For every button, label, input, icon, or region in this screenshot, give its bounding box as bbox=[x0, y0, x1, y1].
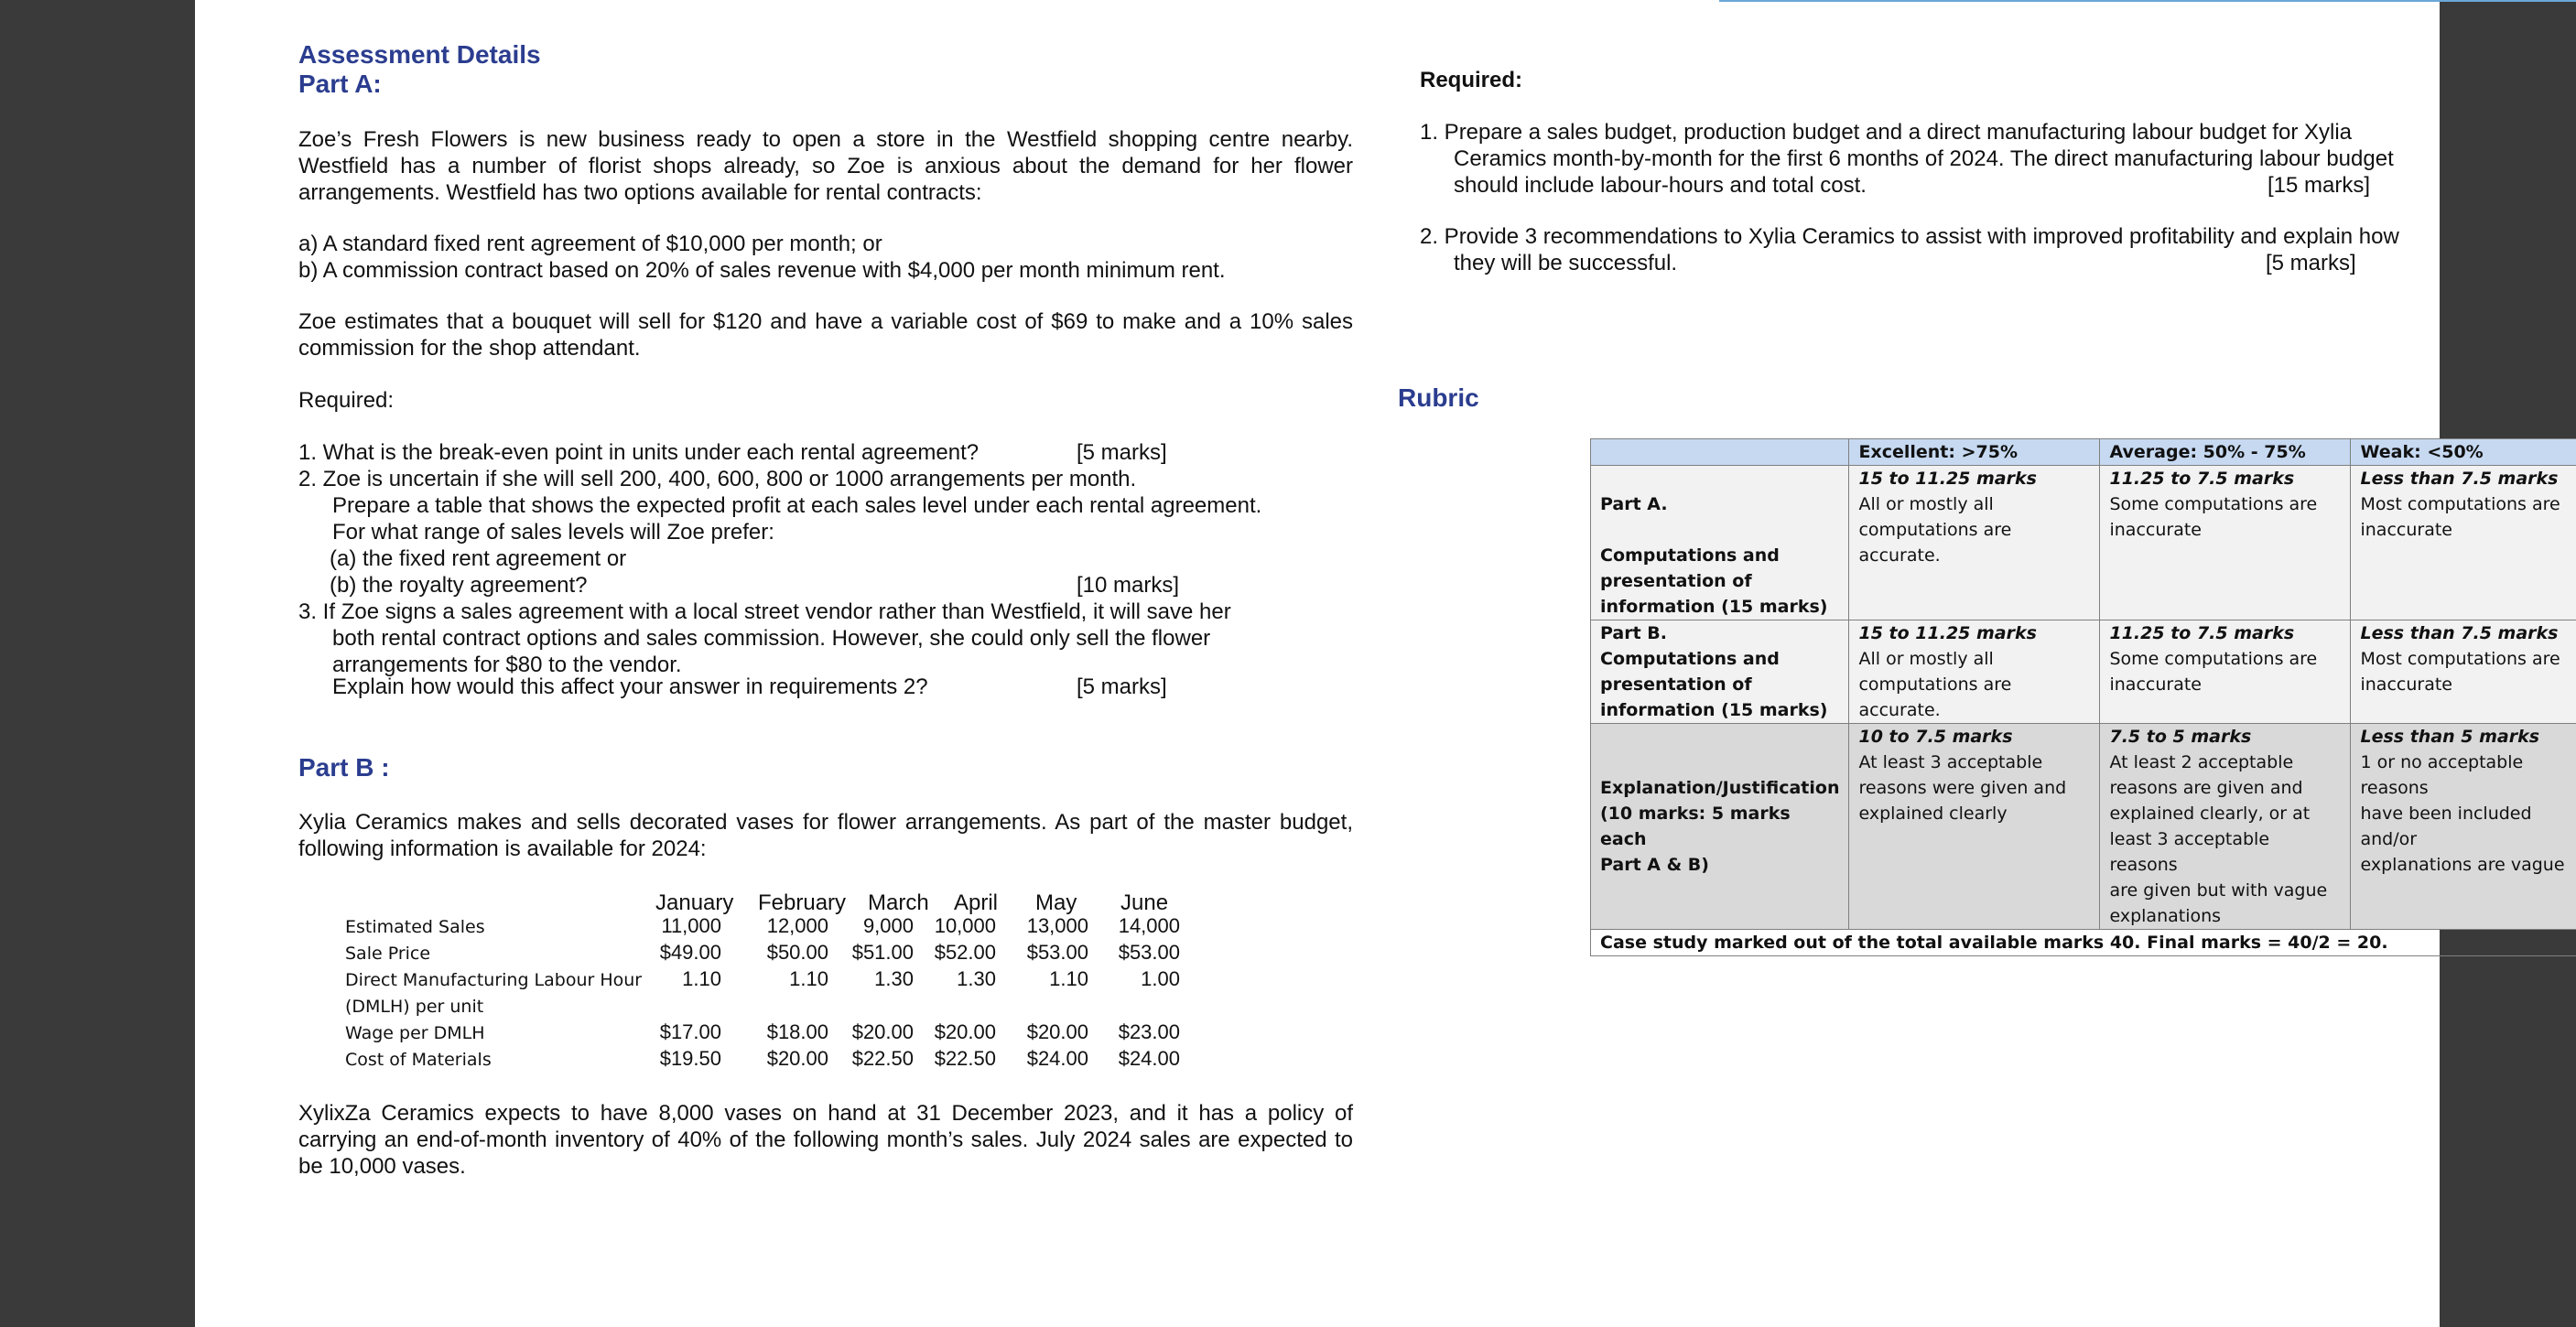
desc: All or mostly all bbox=[1858, 494, 1994, 514]
desc: Some computations are bbox=[2109, 649, 2318, 669]
range: 15 to 11.25 marks bbox=[1858, 469, 2037, 489]
desc: explained clearly bbox=[1858, 804, 2008, 824]
rubric-header-average: Average: 50% - 75% bbox=[2100, 439, 2351, 466]
cell: 11,000 bbox=[661, 914, 721, 937]
question-3-line4: Explain how would this affect your answer in requirements 2? bbox=[332, 674, 928, 699]
rubric-row-explanation bbox=[1591, 724, 2576, 930]
criterion-line: Part A & B) bbox=[1600, 855, 1709, 875]
criterion-line: Computations and bbox=[1600, 545, 1780, 566]
cell: $20.00 bbox=[766, 1047, 828, 1070]
desc: Some computations are bbox=[2109, 494, 2318, 514]
cell: $22.50 bbox=[851, 1047, 914, 1070]
desc: inaccurate bbox=[2360, 674, 2452, 695]
desc: At least 3 acceptable bbox=[1858, 752, 2043, 772]
rubric-footer-row bbox=[1591, 930, 2576, 956]
cell: 1.10 bbox=[682, 967, 721, 990]
desc: computations are bbox=[1858, 674, 2012, 695]
rubric-header-excellent: Excellent: >75% bbox=[1849, 439, 2100, 466]
rubric-average-cell bbox=[2100, 620, 2351, 724]
cell: $18.00 bbox=[766, 1020, 828, 1043]
desc: explanations are vague bbox=[2360, 855, 2565, 875]
desc: 1 or no acceptable reasons bbox=[2360, 752, 2524, 798]
desc: At least 2 acceptable bbox=[2109, 752, 2294, 772]
cell: 1.10 bbox=[789, 967, 828, 990]
rubric-heading: Rubric bbox=[1398, 383, 1479, 412]
range: 15 to 11.25 marks bbox=[1858, 623, 2037, 643]
question-2-line1: 2. Zoe is uncertain if she will sell 200, 400, 600, 800 or 1000 arrangements per month. bbox=[298, 467, 1137, 491]
cell: $20.00 bbox=[934, 1020, 996, 1043]
req-2-line2: they will be successful. bbox=[1454, 251, 1678, 275]
rubric-header-row bbox=[1591, 439, 2576, 466]
criterion-line: Explanation/Justification bbox=[1600, 778, 1840, 798]
assessment-title: Assessment Details bbox=[298, 40, 541, 69]
criterion-line: presentation of bbox=[1600, 674, 1752, 695]
desc: explained clearly, or at bbox=[2109, 804, 2311, 824]
question-3-line2: both rental contract options and sales commission. However, she could only sell the flower bbox=[332, 626, 1211, 651]
rubric-average-cell bbox=[2100, 466, 2351, 620]
rubric-excellent-cell bbox=[1849, 620, 2100, 724]
criterion-line: information (15 marks) bbox=[1600, 597, 1828, 617]
req-1-line1: 1. Prepare a sales budget, production budget and a direct manufacturing labour budget for Xylia bbox=[1420, 120, 2352, 145]
row-label-estimated-sales: Estimated Sales bbox=[345, 917, 485, 937]
range: Less than 7.5 marks bbox=[2360, 469, 2559, 489]
right-required-label: Required: bbox=[1420, 68, 1523, 92]
question-1: 1. What is the break-even point in units under each rental agreement? bbox=[298, 440, 980, 465]
desc: accurate. bbox=[1858, 700, 1941, 720]
desc: inaccurate bbox=[2109, 520, 2202, 540]
desc: All or mostly all bbox=[1858, 649, 1994, 669]
cell: 1.30 bbox=[957, 967, 996, 990]
intro-paragraph: Zoe’s Fresh Flowers is new business ready to open a store in the Westfield shopping centre nearby. Westfield has a number of florist shops already, so Zoe is anxious about the demand for her flower arrangements. Westfield has two options available for rental contracts: bbox=[298, 127, 1353, 205]
req-1-marks: [15 marks] bbox=[2268, 173, 2371, 198]
rubric-row-part-b bbox=[1591, 620, 2576, 724]
cell: $22.50 bbox=[934, 1047, 996, 1070]
desc: least 3 acceptable reasons bbox=[2109, 829, 2270, 875]
month-june: June bbox=[1120, 890, 1169, 915]
req-1-line3: should include labour-hours and total cost. bbox=[1454, 173, 1867, 198]
row-label-materials: Cost of Materials bbox=[345, 1050, 492, 1070]
option-a: a) A standard fixed rent agreement of $10,000 per month; or bbox=[298, 232, 882, 256]
range: Less than 7.5 marks bbox=[2360, 623, 2559, 643]
rubric-header-weak: Weak: <50% bbox=[2351, 439, 2576, 466]
required-label: Required: bbox=[298, 388, 395, 413]
rubric-header-blank bbox=[1591, 439, 1849, 466]
cell: $23.00 bbox=[1118, 1020, 1180, 1043]
criterion-line: information (15 marks) bbox=[1600, 700, 1828, 720]
closing-paragraph: XylixZa Ceramics expects to have 8,000 vases on hand at 31 December 2023, and it has a policy of carrying an end-of-month inventory of 40% of the following month’s sales. July 2024 sales are expected to be 10,000 vases. bbox=[298, 1101, 1353, 1179]
rubric-row-part-a bbox=[1591, 466, 2576, 620]
desc: inaccurate bbox=[2360, 520, 2452, 540]
cell: $20.00 bbox=[851, 1020, 914, 1043]
cell: $20.00 bbox=[1026, 1020, 1088, 1043]
desc: explanations bbox=[2109, 906, 2222, 926]
question-3-line1: 3. If Zoe signs a sales agreement with a local street vendor rather than Westfield, it will save her bbox=[298, 599, 1231, 624]
rubric-footer: Case study marked out of the total available marks 40. Final marks = 40/2 = 20. bbox=[1591, 930, 2576, 956]
cell: 12,000 bbox=[766, 914, 828, 937]
criterion-part: Part A. bbox=[1600, 494, 1668, 514]
cell: 1.10 bbox=[1049, 967, 1088, 990]
rubric-criterion bbox=[1591, 620, 1849, 724]
question-2-line3: For what range of sales levels will Zoe prefer: bbox=[332, 520, 774, 545]
cell: $24.00 bbox=[1118, 1047, 1180, 1070]
question-2-line4: (a) the fixed rent agreement or bbox=[330, 546, 627, 571]
rubric-table bbox=[1590, 438, 2576, 956]
criterion-line: presentation of bbox=[1600, 571, 1752, 591]
cell: $24.00 bbox=[1026, 1047, 1088, 1070]
criterion-part: Part B. bbox=[1600, 623, 1668, 643]
header-rule bbox=[1719, 0, 2576, 2]
part-a-heading: Part A: bbox=[298, 70, 382, 98]
req-2-line1: 2. Provide 3 recommendations to Xylia Ceramics to assist with improved profitability and explain how bbox=[1420, 224, 2399, 249]
row-label-dmlh: Direct Manufacturing Labour Hour bbox=[345, 970, 643, 990]
desc: have been included and/or bbox=[2360, 804, 2532, 849]
cell: $49.00 bbox=[659, 941, 721, 964]
desc: computations are bbox=[1858, 520, 2012, 540]
desc: reasons were given and bbox=[1858, 778, 2067, 798]
cell: $17.00 bbox=[659, 1020, 721, 1043]
cell: 14,000 bbox=[1118, 914, 1180, 937]
desc: inaccurate bbox=[2109, 674, 2202, 695]
cell: $51.00 bbox=[851, 941, 914, 964]
cell: 13,000 bbox=[1026, 914, 1088, 937]
question-1-marks: [5 marks] bbox=[1077, 440, 1167, 465]
rubric-criterion bbox=[1591, 724, 1849, 930]
month-february: February bbox=[758, 890, 847, 915]
cell: 1.00 bbox=[1141, 967, 1180, 990]
req-1-line2: Ceramics month-by-month for the first 6 months of 2024. The direct manufacturing labour budget bbox=[1454, 146, 2394, 171]
document-page bbox=[195, 0, 2565, 1327]
question-2-line5: (b) the royalty agreement? bbox=[330, 573, 588, 598]
rubric-average-cell bbox=[2100, 724, 2351, 930]
option-b: b) A commission contract based on 20% of sales revenue with $4,000 per month minimum rent. bbox=[298, 258, 1226, 283]
criterion-line: (10 marks: 5 marks each bbox=[1600, 804, 1791, 849]
row-label-dmlh-unit: (DMLH) per unit bbox=[345, 997, 484, 1017]
range: Less than 5 marks bbox=[2360, 727, 2540, 747]
cell: 10,000 bbox=[934, 914, 996, 937]
desc: are given but with vague bbox=[2109, 880, 2328, 901]
question-3-line3: arrangements for $80 to the vendor. bbox=[332, 653, 682, 677]
desc: reasons are given and bbox=[2109, 778, 2303, 798]
rubric-weak-cell bbox=[2351, 724, 2576, 930]
range: 10 to 7.5 marks bbox=[1858, 727, 2013, 747]
cell: 1.30 bbox=[874, 967, 914, 990]
cell: $52.00 bbox=[934, 941, 996, 964]
month-january: January bbox=[655, 890, 734, 915]
cell: $53.00 bbox=[1118, 941, 1180, 964]
xylia-intro: Xylia Ceramics makes and sells decorated vases for flower arrangements. As part of the master budget, following information is available for 2024: bbox=[298, 810, 1353, 861]
range: 11.25 to 7.5 marks bbox=[2109, 469, 2295, 489]
part-b-heading: Part B : bbox=[298, 753, 390, 782]
cell: $53.00 bbox=[1026, 941, 1088, 964]
desc: Most computations are bbox=[2360, 494, 2560, 514]
month-may: May bbox=[1035, 890, 1077, 915]
rubric-weak-cell bbox=[2351, 620, 2576, 724]
question-2-line2: Prepare a table that shows the expected profit at each sales level under each rental agreement. bbox=[332, 493, 1262, 518]
question-2-marks: [10 marks] bbox=[1077, 573, 1180, 598]
rubric-excellent-cell bbox=[1849, 724, 2100, 930]
month-march: March bbox=[868, 890, 929, 915]
rubric-criterion bbox=[1591, 466, 1849, 620]
req-2-marks: [5 marks] bbox=[2266, 251, 2356, 275]
cell: 9,000 bbox=[862, 914, 914, 937]
range: 11.25 to 7.5 marks bbox=[2109, 623, 2295, 643]
estimate-paragraph: Zoe estimates that a bouquet will sell for $120 and have a variable cost of $69 to make and a 10% sales commission for the shop attendant. bbox=[298, 309, 1353, 361]
cell: $19.50 bbox=[659, 1047, 721, 1070]
row-label-wage: Wage per DMLH bbox=[345, 1023, 485, 1043]
month-april: April bbox=[954, 890, 999, 915]
row-label-sale-price: Sale Price bbox=[345, 944, 431, 964]
cell: $50.00 bbox=[766, 941, 828, 964]
rubric-weak-cell bbox=[2351, 466, 2576, 620]
range: 7.5 to 5 marks bbox=[2109, 727, 2252, 747]
criterion-line: Computations and bbox=[1600, 649, 1780, 669]
desc: accurate. bbox=[1858, 545, 1941, 566]
desc: Most computations are bbox=[2360, 649, 2560, 669]
question-3-marks: [5 marks] bbox=[1077, 674, 1167, 699]
rubric-excellent-cell bbox=[1849, 466, 2100, 620]
